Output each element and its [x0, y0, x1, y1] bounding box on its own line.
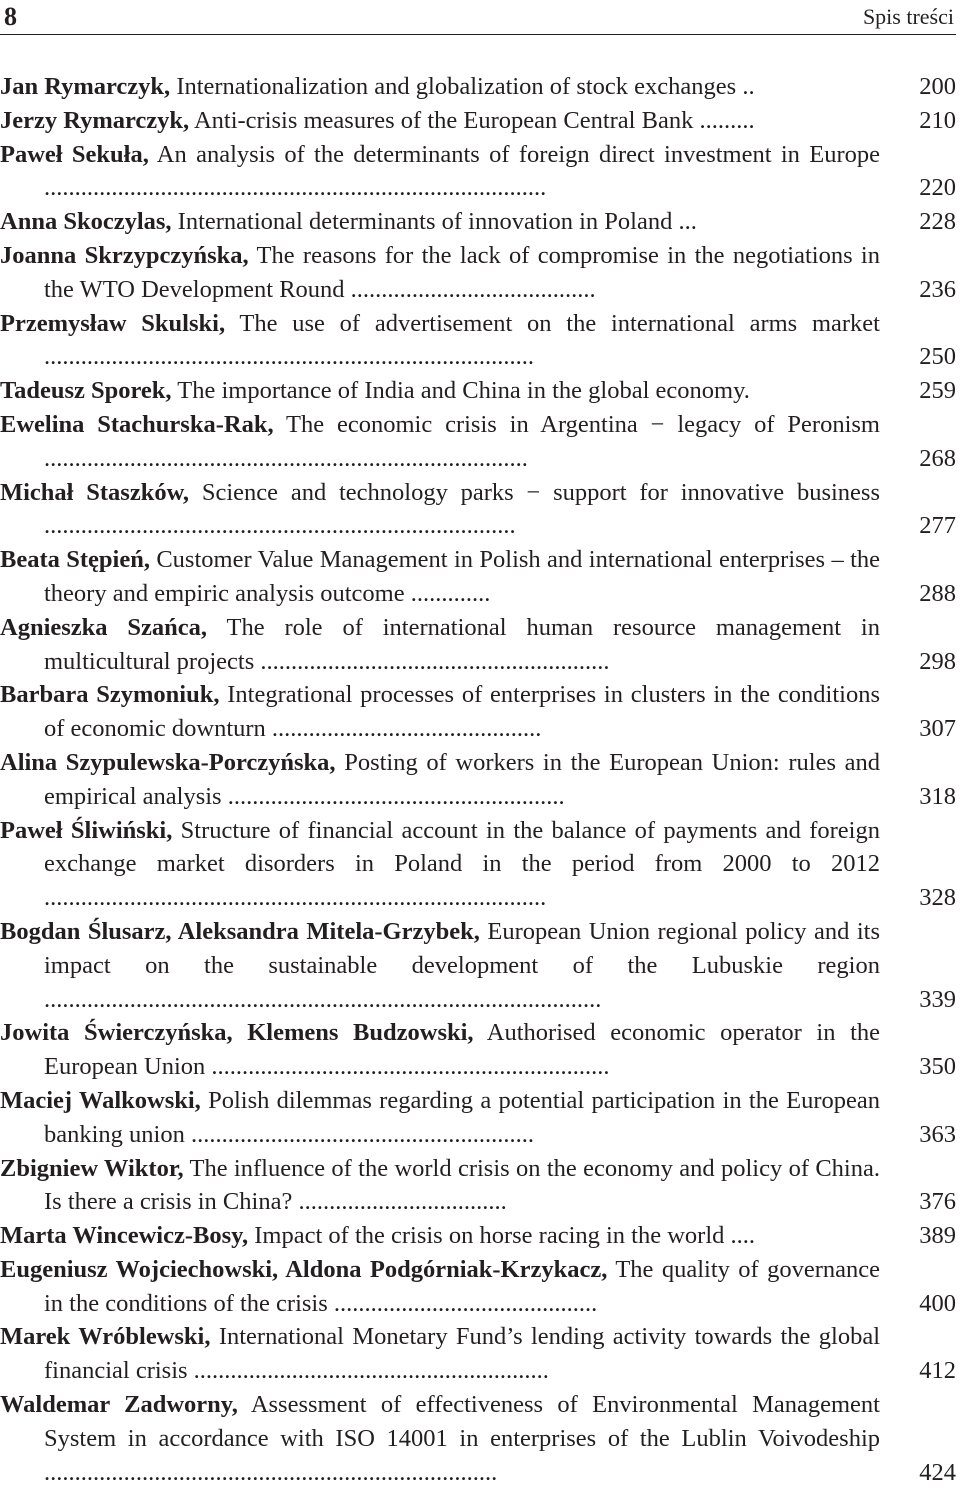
toc-entry	[0, 1320, 956, 1388]
toc-title: International Monetary Fund’s lending activity towards the global financial crisis ..........................................................	[44, 1323, 880, 1385]
toc-title: Posting of workers in the European Union: rules and empirical analysis .......................................................	[44, 748, 880, 810]
toc-author: Waldemar Zadworny,	[0, 1391, 238, 1419]
toc-title: Structure of financial account in the balance of payments and foreign exchange market disorders in Poland in the period from 2000 to 2012 ..................................................................................	[44, 816, 880, 912]
toc-entry	[0, 611, 956, 679]
toc-entry	[0, 1084, 956, 1152]
toc-entry	[0, 104, 956, 138]
toc-entry	[0, 678, 956, 746]
toc-title: The importance of India and China in the global economy.	[171, 377, 750, 405]
toc-title: The influence of the world crisis on the economy and policy of China. Is there a crisis in China? ..................................	[44, 1154, 880, 1216]
toc-author: Jowita Świerczyńska, Klemens Budzowski,	[0, 1019, 474, 1047]
table-of-contents	[0, 70, 956, 1489]
toc-entry	[0, 543, 956, 611]
toc-page-number: 200	[919, 73, 956, 100]
toc-entry	[0, 1016, 956, 1084]
toc-page-number: 328	[919, 884, 956, 912]
toc-author: Zbigniew Wiktor,	[0, 1154, 184, 1182]
toc-entry	[0, 138, 956, 206]
toc-page-number: 376	[919, 1188, 956, 1216]
toc-entry	[0, 239, 956, 307]
toc-page-number: 318	[919, 782, 956, 810]
toc-title: European Union regional policy and its impact on the sustainable development of the Lubuskie region ...........................................................................................	[44, 917, 881, 1013]
toc-page-number: 307	[919, 715, 956, 743]
toc-author: Bogdan Ślusarz, Aleksandra Mitela-Grzybek,	[0, 917, 480, 945]
toc-author: Przemysław Skulski,	[0, 309, 226, 337]
toc-title: Integrational processes of enterprises in clusters in the conditions of economic downturn ............................................	[44, 681, 880, 743]
toc-title: The quality of governance in the conditions of the crisis ...........................................	[44, 1255, 880, 1317]
toc-author: Jerzy Rymarczyk,	[0, 106, 190, 134]
toc-title: Anti-crisis measures of the European Central Bank .........	[189, 106, 755, 134]
toc-author: Maciej Walkowski,	[0, 1086, 201, 1114]
toc-page-number: 350	[919, 1053, 956, 1081]
toc-author: Alina Szypulewska-Porczyńska,	[0, 748, 336, 776]
toc-author: Eugeniusz Wojciechowski, Aldona Podgórniak-Krzykacz,	[0, 1255, 608, 1283]
toc-title: The role of international human resource management in multicultural projects .........................................................	[44, 613, 880, 675]
toc-entry	[0, 1219, 956, 1253]
toc-page-number: 277	[919, 512, 956, 540]
toc-page-number: 288	[919, 579, 956, 607]
toc-author: Ewelina Stachurska-Rak,	[0, 410, 274, 438]
toc-title: Authorised economic operator in the European Union .................................................................	[44, 1019, 881, 1081]
toc-page-number: 339	[919, 985, 956, 1013]
toc-author: Agnieszka Szańca,	[0, 613, 208, 641]
toc-entry	[0, 746, 956, 814]
toc-title: The use of advertisement on the international arms market ................................................................................	[44, 309, 880, 371]
toc-entry	[0, 408, 956, 476]
toc-author: Paweł Śliwiński,	[0, 816, 173, 844]
toc-author: Marta Wincewicz-Bosy,	[0, 1222, 249, 1250]
toc-page-number: 389	[919, 1222, 956, 1250]
toc-author: Anna Skoczylas,	[0, 208, 172, 236]
toc-author: Barbara Szymoniuk,	[0, 681, 220, 709]
running-head: Spis treści	[862, 4, 954, 29]
toc-page-number: 424	[919, 1458, 956, 1486]
toc-title: Assessment of effectiveness of Environmental Management System in accordance with ISO 14001 in enterprises of the Lublin Voivodeship ..........................................................................	[44, 1391, 880, 1486]
toc-entry	[0, 374, 956, 408]
page-number: 8	[4, 2, 17, 31]
toc-page-number: 400	[919, 1289, 956, 1317]
toc-page-number: 298	[919, 647, 956, 675]
toc-entry	[0, 205, 956, 239]
toc-entry	[0, 476, 956, 544]
toc-title: The economic crisis in Argentina − legacy of Peronism ...............................................................................	[44, 410, 880, 472]
toc-entry	[0, 70, 956, 104]
page-header	[0, 0, 956, 35]
toc-page-number: 220	[919, 174, 956, 202]
toc-page-number: 228	[919, 208, 956, 236]
toc-title: Internationalization and globalization of stock exchanges ..	[170, 73, 755, 100]
toc-author: Joanna Skrzypczyńska,	[0, 241, 249, 269]
toc-entry	[0, 1253, 956, 1321]
toc-author: Michał Staszków,	[0, 478, 190, 506]
toc-author: Paweł Sekuła,	[0, 140, 149, 168]
toc-author: Tadeusz Sporek,	[0, 377, 172, 405]
toc-page-number: 268	[919, 444, 956, 472]
toc-title: The reasons for the lack of compromise in the negotiations in the WTO Development Round ........................................	[44, 241, 880, 303]
toc-page-number: 210	[919, 106, 956, 134]
toc-title: International determinants of innovation in Poland ...	[171, 208, 697, 236]
toc-page-number: 236	[919, 275, 956, 303]
toc-entry	[0, 1152, 956, 1220]
toc-entry	[0, 915, 956, 1016]
toc-title: Impact of the crisis on horse racing in the world ....	[248, 1222, 756, 1250]
toc-page-number: 250	[919, 343, 956, 371]
toc-author: Beata Stępień,	[0, 546, 150, 574]
toc-page-number: 412	[919, 1357, 956, 1385]
toc-entry	[0, 307, 956, 375]
toc-title: An analysis of the determinants of foreign direct investment in Europe ..................................................................................	[44, 140, 880, 202]
toc-page-number: 363	[919, 1120, 956, 1148]
toc-title: Customer Value Management in Polish and international enterprises – the theory and empiric analysis outcome .............	[44, 546, 880, 607]
toc-title: Polish dilemmas regarding a potential participation in the European banking union ........................................................	[44, 1086, 880, 1148]
toc-page-number: 259	[919, 377, 956, 405]
toc-author: Jan Rymarczyk,	[0, 73, 171, 100]
toc-entry	[0, 814, 956, 915]
toc-entry	[0, 1388, 956, 1489]
toc-title: Science and technology parks − support for innovative business .............................................................................	[44, 478, 880, 540]
toc-author: Marek Wróblewski,	[0, 1323, 211, 1351]
